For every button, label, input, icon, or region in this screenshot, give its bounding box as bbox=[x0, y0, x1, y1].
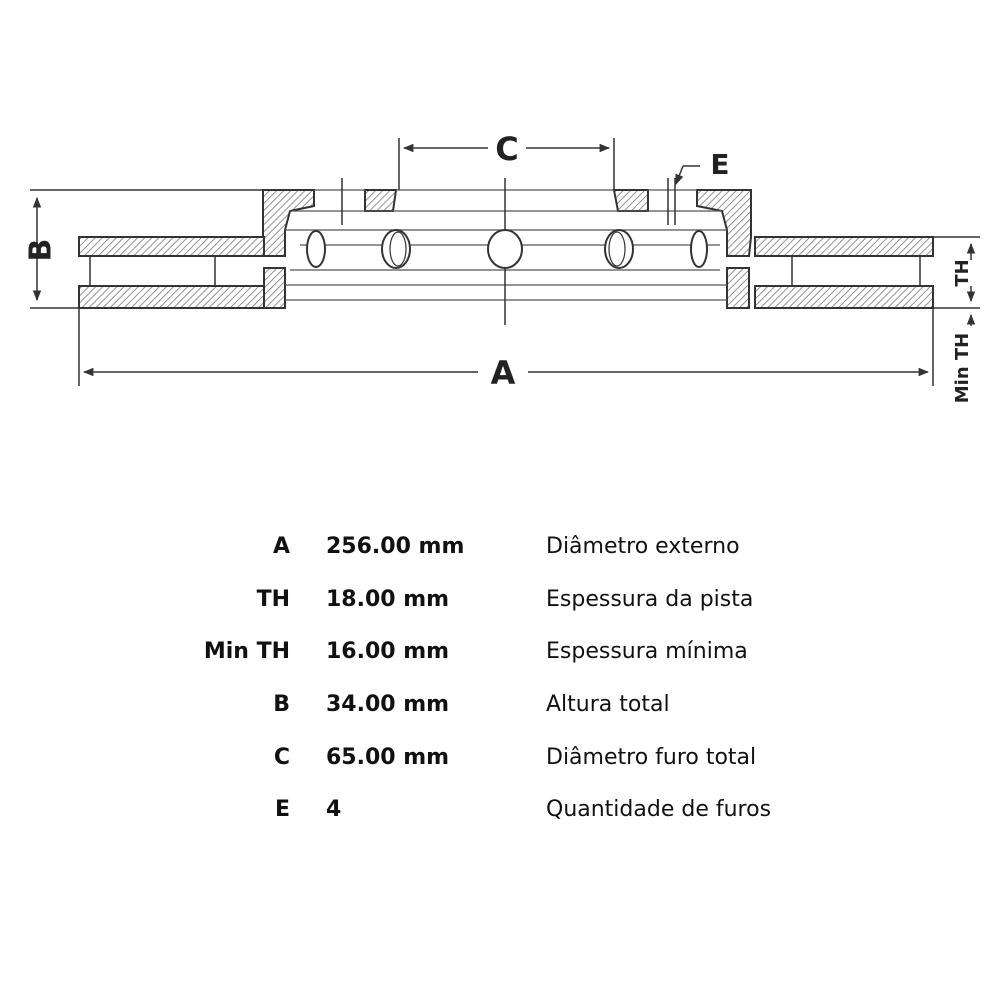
spec-value: 4 bbox=[326, 797, 342, 823]
dimension-c-label: C bbox=[495, 130, 519, 168]
spec-value: 65.00 mm bbox=[326, 744, 450, 770]
spec-value: 34.00 mm bbox=[326, 692, 450, 718]
specification-table bbox=[0, 524, 1000, 840]
spec-description: Diâmetro externo bbox=[546, 534, 740, 559]
spec-row-c bbox=[0, 735, 1000, 788]
spec-description: Espessura da pista bbox=[546, 586, 754, 612]
spec-code: TH bbox=[256, 586, 290, 612]
spec-description: Quantidade de furos bbox=[546, 797, 772, 823]
spec-value: 18.00 mm bbox=[326, 586, 450, 612]
dimension-min-th-label: Min TH bbox=[952, 332, 973, 404]
right-braking-ring bbox=[755, 237, 933, 308]
hub-right-wall bbox=[614, 190, 751, 308]
spec-description: Espessura mínima bbox=[546, 639, 748, 665]
spec-row-min-th bbox=[0, 629, 1000, 682]
spec-row-a bbox=[0, 524, 1000, 577]
dimension-e-label: E bbox=[710, 148, 730, 181]
dimension-a-label: A bbox=[490, 354, 516, 392]
spec-code: B bbox=[273, 692, 290, 718]
dimension-th-label: TH bbox=[952, 259, 973, 287]
spec-row-th bbox=[0, 577, 1000, 630]
brake-disc-cross-section-diagram bbox=[0, 0, 1000, 460]
spec-description: Diâmetro furo total bbox=[546, 744, 757, 770]
spec-code: C bbox=[273, 744, 290, 770]
dimension-e-leader bbox=[668, 166, 700, 225]
hub-left-wall bbox=[263, 190, 396, 308]
spec-row-e bbox=[0, 787, 1000, 840]
spec-description: Altura total bbox=[546, 692, 670, 718]
ventilation-holes bbox=[307, 230, 707, 268]
spec-row-b bbox=[0, 682, 1000, 735]
dimension-b-label: B bbox=[23, 238, 59, 262]
spec-value: 16.00 mm bbox=[326, 639, 450, 665]
spec-code: E bbox=[274, 797, 290, 823]
spec-code: A bbox=[272, 534, 290, 559]
spec-value: 256.00 mm bbox=[326, 534, 465, 559]
left-braking-ring bbox=[79, 237, 264, 308]
spec-code: Min TH bbox=[203, 639, 290, 665]
